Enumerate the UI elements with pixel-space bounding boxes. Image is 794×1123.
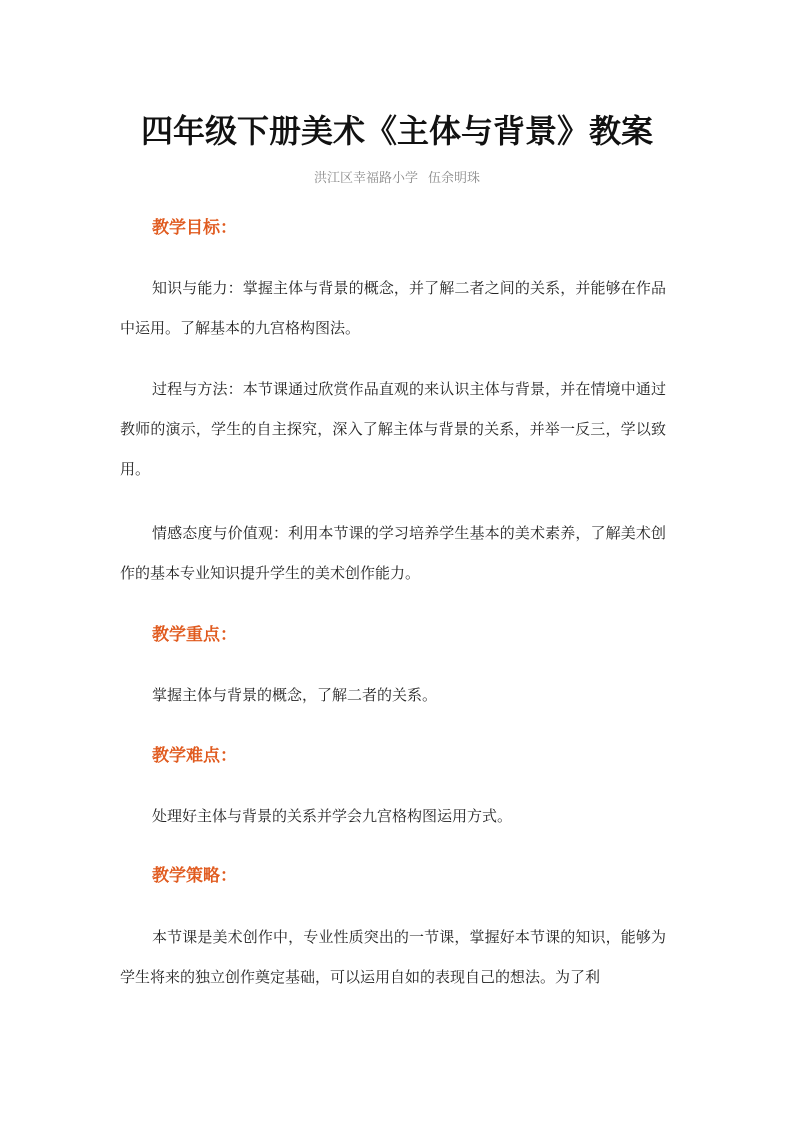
strategy-paragraph: 本节课是美术创作中，专业性质突出的一节课，掌握好本节课的知识，能够为学生将来的独立创作奠定基础，可以运用自如的表现自己的想法。为了利 bbox=[120, 928, 666, 986]
key-points-paragraph: 掌握主体与背景的概念，了解二者的关系。 bbox=[152, 686, 438, 704]
author-line bbox=[0, 169, 794, 189]
document-title: 四年级下册美术《主体与背景》教案 bbox=[140, 112, 653, 150]
strategy-heading: 教学策略： bbox=[152, 866, 237, 886]
goal-knowledge-paragraph: 知识与能力：掌握主体与背景的概念，并了解二者之间的关系，并能够在作品中运用。了解基本的九宫格构图法。 bbox=[120, 279, 666, 337]
author-name: 伍余明珠 bbox=[428, 171, 481, 186]
key-points-heading: 教学重点： bbox=[152, 625, 237, 645]
goal-emotion-paragraph: 情感态度与价值观：利用本节课的学习培养学生基本的美术素养，了解美术创作的基本专业知识提升学生的美术创作能力。 bbox=[120, 524, 666, 582]
goal-process-paragraph: 过程与方法：本节课通过欣赏作品直观的来认识主体与背景，并在情境中通过教师的演示，学生的自主探究，深入了解主体与背景的关系，并举一反三，学以致用。 bbox=[120, 380, 666, 478]
author-school: 洪江区幸福路小学 bbox=[313, 171, 418, 186]
goals-heading: 教学目标： bbox=[152, 218, 237, 238]
difficult-points-heading: 教学难点： bbox=[152, 746, 237, 766]
difficult-points-paragraph: 处理好主体与背景的关系并学会九宫格构图运用方式。 bbox=[152, 807, 513, 825]
